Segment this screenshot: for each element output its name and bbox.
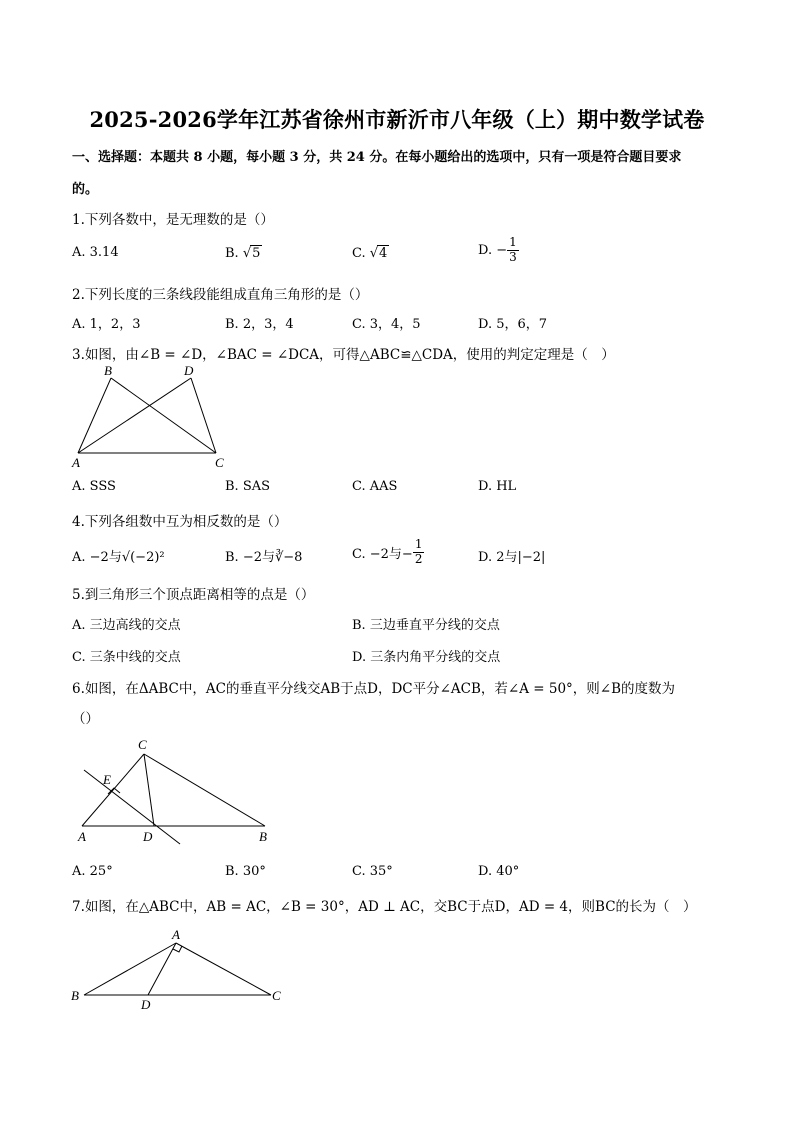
question-5-stem: 5.到三角形三个顶点距离相等的点是（） — [72, 587, 315, 603]
q2-option-c: C. 3，4，5 — [352, 317, 421, 332]
q3-figure — [66, 360, 246, 475]
q5-option-a: A. 三边高线的交点 — [72, 618, 181, 633]
q6-label-e: E — [103, 772, 111, 787]
q3-label-a: A — [72, 455, 80, 470]
q2-option-a: A. 1，2，3 — [72, 317, 141, 332]
q6-option-a: A. 25° — [72, 864, 113, 879]
q1-option-b: B. √5 — [225, 246, 261, 261]
q6-label-a: A — [78, 829, 86, 844]
q3-option-c: C. AAS — [352, 479, 398, 494]
section-heading: 一、选择题：本题共 8 小题，每小题 3 分，共 24 分。在每小题给出的选项中，只有一项是符合题目要求 — [72, 150, 682, 165]
question-4-stem: 4.下列各组数中互为相反数的是（） — [72, 514, 288, 530]
q2-option-d: D. 5，6，7 — [478, 317, 548, 332]
q6-label-c: C — [138, 737, 147, 752]
q6-option-b: B. 30° — [225, 864, 266, 879]
page-title: 2025-2026学年江苏省徐州市新沂市八年级（上）期中数学试卷 — [89, 107, 705, 132]
q4-option-a: A. −2与√(−2)² — [72, 550, 165, 565]
question-7-stem: 7.如图，在△ABC中，AB = AC，∠B = 30°，AD ⊥ AC，交BC于点D，AD = 4，则BC的长为（ ） — [72, 899, 697, 915]
question-3-stem: 3.如图，由∠B = ∠D，∠BAC = ∠DCA，可得△ABC≌△CDA，使用的判定定理是（ ） — [72, 347, 615, 363]
q3-option-a: A. SSS — [72, 479, 116, 494]
q7-figure — [66, 925, 296, 1015]
section-heading-cont: 的。 — [72, 182, 99, 197]
q7-label-b: B — [71, 988, 79, 1003]
q6-label-b: B — [259, 829, 267, 844]
q3-option-b: B. SAS — [225, 479, 271, 494]
q1-option-d: D. − $\frac{1}{3}$ — [478, 235, 517, 264]
q5-option-d: D. 三条内角平分线的交点 — [352, 650, 501, 665]
q3-label-d: D — [184, 363, 194, 378]
q4-option-d: D. 2与|−2| — [478, 550, 546, 565]
question-2-stem: 2.下列长度的三条线段能组成直角三角形的是（） — [72, 287, 369, 303]
q6-figure — [72, 732, 282, 847]
q3-label-b: B — [104, 363, 112, 378]
q1-option-a: A. 3.14 — [72, 245, 119, 260]
q1-option-c: C. √4 — [352, 246, 388, 261]
q5-option-c: C. 三条中线的交点 — [72, 650, 181, 665]
question-6-stem: 6.如图，在ΔABC中，AC的垂直平分线交AB于点D，DC平分∠ACB，若∠A = 50°，则∠B的度数为 — [72, 681, 676, 697]
q2-option-b: B. 2，3，4 — [225, 317, 294, 332]
q4-option-b: B. −2与∛−8 — [225, 550, 303, 565]
question-6-stem-cont: （） — [72, 711, 99, 727]
q3-label-c: C — [215, 455, 224, 470]
q7-label-a: A — [172, 927, 180, 942]
q4-option-c: C. −2与− $\frac{1}{2}$ — [352, 537, 423, 566]
q6-label-d: D — [143, 829, 153, 844]
q6-option-d: D. 40° — [478, 864, 520, 879]
q7-label-d: D — [141, 997, 151, 1012]
question-1-stem: 1.下列各数中，是无理数的是（） — [72, 212, 274, 228]
q3-option-d: D. HL — [478, 479, 517, 494]
q6-option-c: C. 35° — [352, 864, 393, 879]
q5-option-b: B. 三边垂直平分线的交点 — [352, 618, 500, 633]
q7-label-c: C — [272, 988, 281, 1003]
